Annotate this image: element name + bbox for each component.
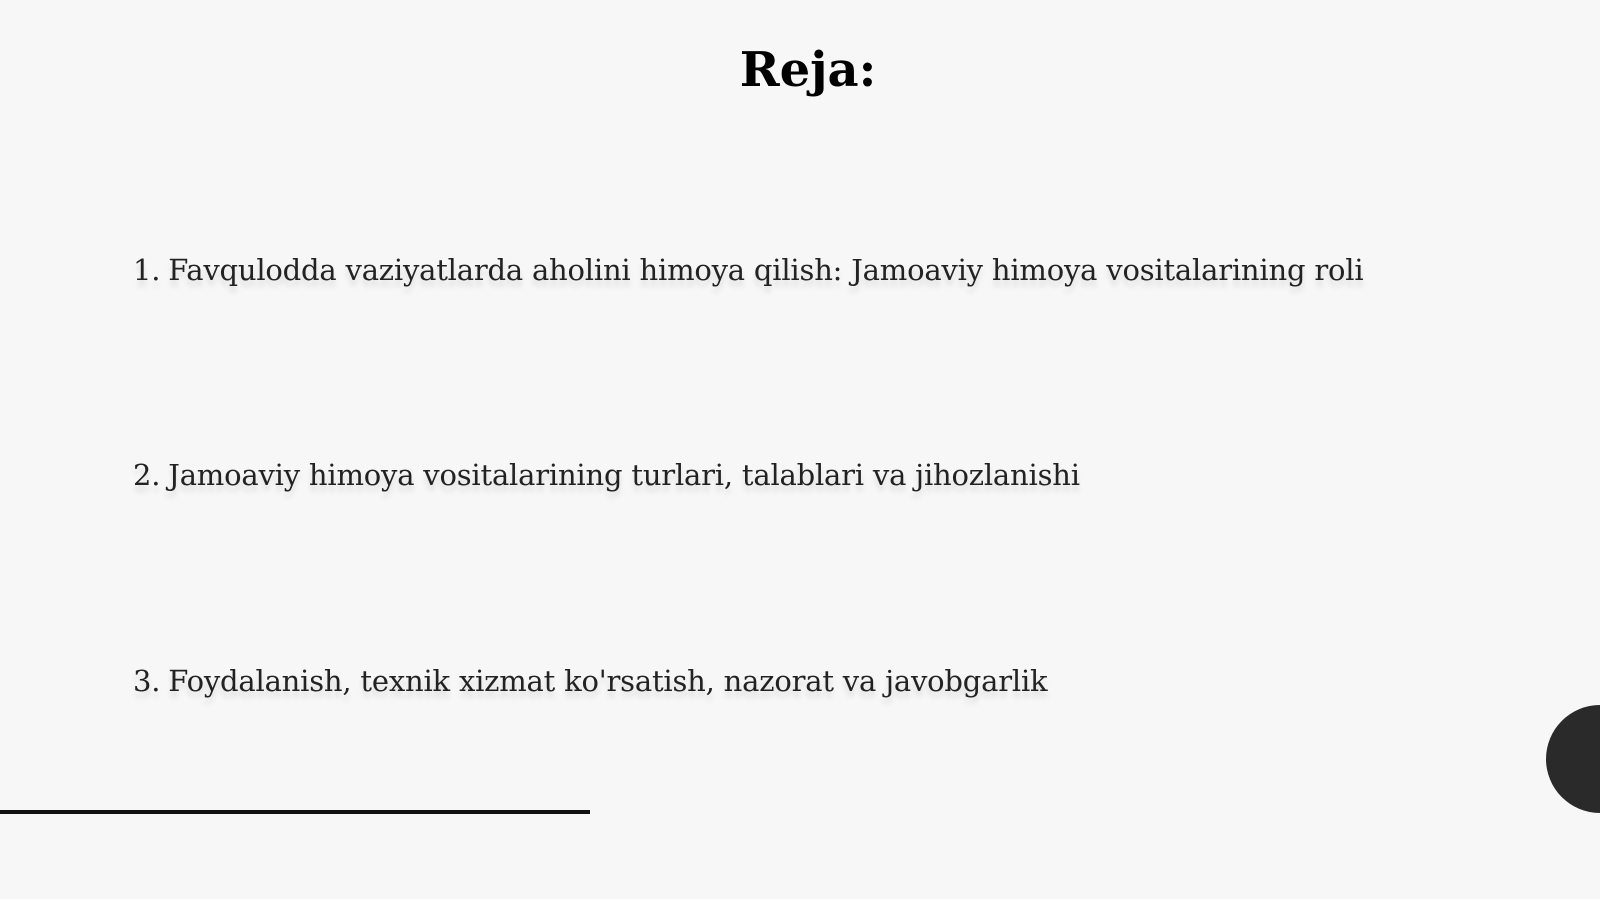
plan-item-number: 1. (133, 253, 161, 287)
plan-item-1 (133, 250, 1363, 290)
plan-item-text: Jamoaviy himoya vositalarining turlari, talablari va jihozlanishi (168, 458, 1080, 492)
plan-item-text: Favqulodda vaziyatlarda aholini himoya qilish: Jamoaviy himoya vositalarining roli (168, 253, 1364, 287)
plan-item-3 (133, 661, 1047, 701)
decorative-divider-line (0, 810, 590, 814)
plan-item-number: 2. (133, 458, 161, 492)
plan-item-text: Foydalanish, texnik xizmat ko'rsatish, nazorat va javobgarlik (168, 664, 1048, 698)
slide-title: Reja: (739, 42, 877, 98)
decorative-circle (1546, 705, 1600, 813)
plan-item-2 (133, 455, 1080, 495)
plan-item-number: 3. (133, 664, 161, 698)
